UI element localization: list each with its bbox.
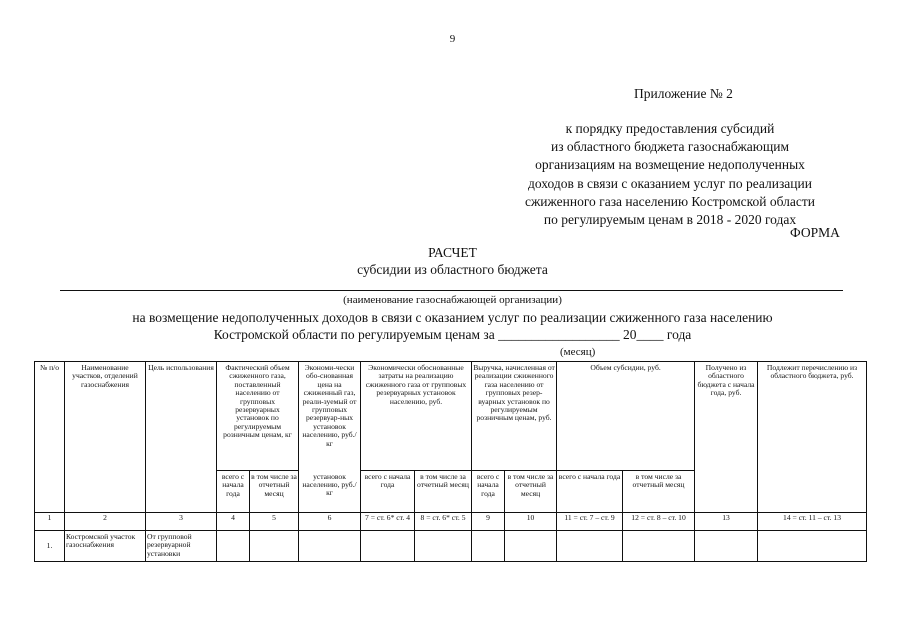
table-row xyxy=(35,531,867,562)
column-number: 3 xyxy=(146,513,217,531)
column-number: 9 xyxy=(472,513,505,531)
purpose-line-1: на возмещение недополученных доходов в связи с оказанием услуг по реализации сжиженного газа населению xyxy=(132,310,773,325)
column-number: 7 = ст. 6* ст. 4 xyxy=(361,513,415,531)
subheader-total: всего с начала года xyxy=(217,471,250,513)
subheader-total: всего с начала года xyxy=(472,471,505,513)
order-line: сжиженного газа населению Костромской области xyxy=(524,193,816,209)
column-number: 2 xyxy=(65,513,146,531)
subsidy-calculation-table xyxy=(34,361,867,562)
org-name-fill-line xyxy=(60,290,843,291)
order-line: из областного бюджета газоснабжающим xyxy=(550,139,790,155)
column-number: 5 xyxy=(250,513,299,531)
appendix-title: Приложение № 2 xyxy=(634,86,733,101)
subheader-total: всего с начала года xyxy=(557,471,623,513)
row-name: Костромской участок газоснабжения xyxy=(65,531,146,562)
order-line: доходов в связи с оказанием услуг по реализации xyxy=(528,175,812,191)
header-econ-costs: Экономически обоснованные затраты на реализацию сжиженного газа от групповых резервуарных установок населению, руб. xyxy=(361,362,472,471)
order-reference xyxy=(470,120,870,229)
empty-cell[interactable] xyxy=(758,531,867,562)
empty-cell[interactable] xyxy=(695,531,758,562)
subheader-month: в том числе за отчетный месяц xyxy=(415,471,472,513)
column-number: 11 = ст. 7 – ст. 9 xyxy=(557,513,623,531)
header-econ-price-tail: установок населению, руб./кг xyxy=(299,471,361,513)
row-purpose: От групповой резервуарной установки xyxy=(146,531,217,562)
column-number: 13 xyxy=(695,513,758,531)
row-num: 1. xyxy=(35,531,65,562)
page-number: 9 xyxy=(449,33,456,45)
purpose-line-2: Костромской области по регулируемым ценам за __________________ 20____ года xyxy=(213,327,692,342)
header-to-transfer: Подлежит перечислению из областного бюджета, руб. xyxy=(758,362,867,513)
empty-cell[interactable] xyxy=(472,531,505,562)
empty-cell[interactable] xyxy=(505,531,557,562)
month-caption: (месяц) xyxy=(560,346,596,358)
subheader-month: в том числе за отчетный месяц xyxy=(505,471,557,513)
column-number: 14 = ст. 11 – ст. 13 xyxy=(758,513,867,531)
column-number: 8 = ст. 6* ст. 5 xyxy=(415,513,472,531)
header-subsidy-volume: Объем субсидии, руб. xyxy=(557,362,695,471)
order-line: по регулируемым ценам в 2018 - 2020 годах xyxy=(543,212,797,228)
empty-cell[interactable] xyxy=(217,531,250,562)
org-name-caption: (наименование газоснабжающей организации) xyxy=(343,294,562,306)
header-received: Получено из областного бюджета с начала года, руб. xyxy=(695,362,758,513)
header-revenue: Выручка, начисленная от реализации сжиженного газа населению от групповых резер-вуарных установок по регулируемым розничным ценам, руб. xyxy=(472,362,557,471)
empty-cell[interactable] xyxy=(415,531,472,562)
column-number: 4 xyxy=(217,513,250,531)
header-actual-volume: Фактический объем сжиженного газа, поставленный населению от групповых резервуарных установок по регулируемым розничным ценам, кг xyxy=(217,362,299,471)
empty-cell[interactable] xyxy=(557,531,623,562)
form-label: ФОРМА xyxy=(790,225,840,240)
subheader-month: в том числе за отчетный месяц xyxy=(623,471,695,513)
header-econ-price: Экономи-чески обо-снованная цена на сжиженный газ, реали-зуемый от групповых резервуар-ных установок населению, руб./кг xyxy=(299,362,361,471)
column-number: 12 = ст. 8 – ст. 10 xyxy=(623,513,695,531)
document-title: РАСЧЕТ xyxy=(428,245,477,260)
column-number: 10 xyxy=(505,513,557,531)
empty-cell[interactable] xyxy=(623,531,695,562)
header-num: № п/о xyxy=(35,362,65,513)
empty-cell[interactable] xyxy=(361,531,415,562)
subheader-total: всего с начала года xyxy=(361,471,415,513)
column-number: 6 xyxy=(299,513,361,531)
subheader-month: в том числе за отчетный месяц xyxy=(250,471,299,513)
order-line: к порядку предоставления субсидий xyxy=(565,121,775,136)
column-number: 1 xyxy=(35,513,65,531)
empty-cell[interactable] xyxy=(299,531,361,562)
document-subtitle: субсидии из областного бюджета xyxy=(357,262,548,277)
header-name: Наименование участков, отделений газоснабжения xyxy=(65,362,146,513)
empty-cell[interactable] xyxy=(250,531,299,562)
header-purpose: Цель использования xyxy=(146,362,217,513)
order-line: организациям на возмещение недополученных xyxy=(535,157,805,173)
